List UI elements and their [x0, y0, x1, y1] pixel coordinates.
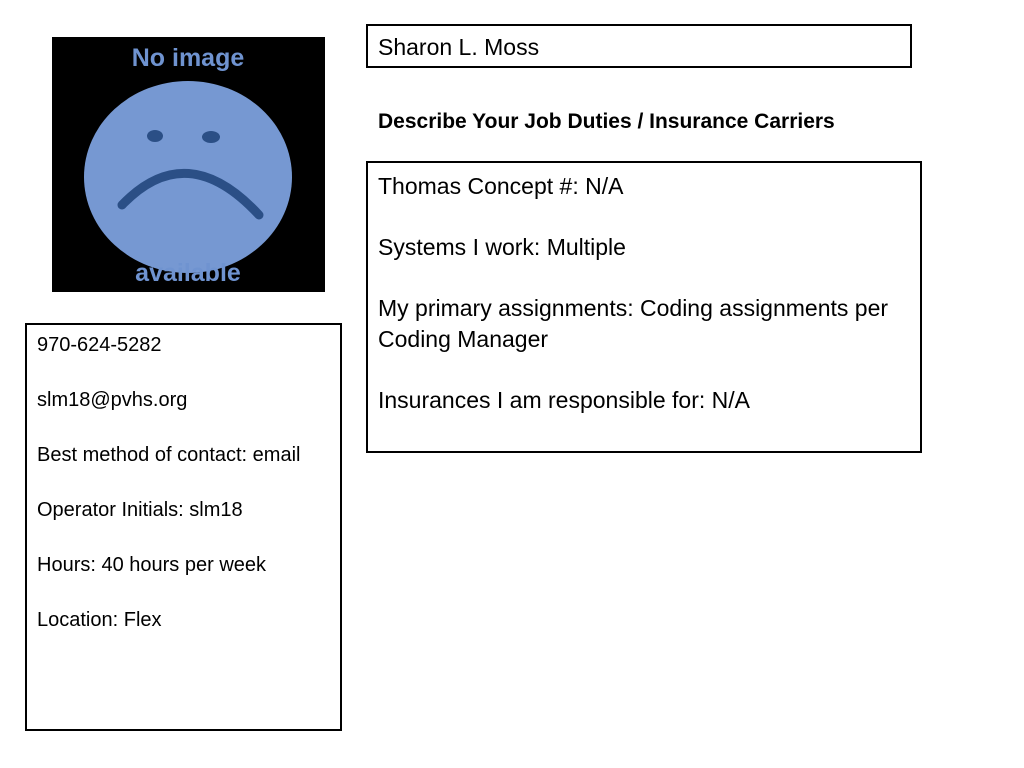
location-line: Location: Flex	[37, 609, 162, 631]
employee-name: Sharon L. Moss	[378, 34, 540, 60]
contact-box	[25, 323, 342, 731]
operator-initials-line: Operator Initials: slm18	[37, 499, 243, 521]
no-image-placeholder	[52, 37, 325, 292]
hours-line: Hours: 40 hours per week	[37, 554, 267, 576]
phone-number: 970-624-5282	[37, 334, 162, 356]
primary-assignments-line: My primary assignments: Coding assignments per Coding Manager	[378, 295, 889, 352]
insurances-line: Insurances I am responsible for: N/A	[378, 387, 750, 413]
sad-face-icon	[52, 37, 325, 292]
duties-heading: Describe Your Job Duties / Insurance Carriers	[378, 110, 835, 133]
email-address: slm18@pvhs.org	[37, 389, 188, 411]
available-text: available	[135, 259, 241, 287]
duties-box	[366, 161, 922, 453]
systems-line: Systems I work: Multiple	[378, 234, 626, 260]
contact-method-line: Best method of contact: email	[37, 444, 301, 466]
no-image-text: No image	[131, 44, 245, 72]
thomas-concept-line: Thomas Concept #: N/A	[378, 173, 624, 199]
name-field	[366, 24, 912, 68]
